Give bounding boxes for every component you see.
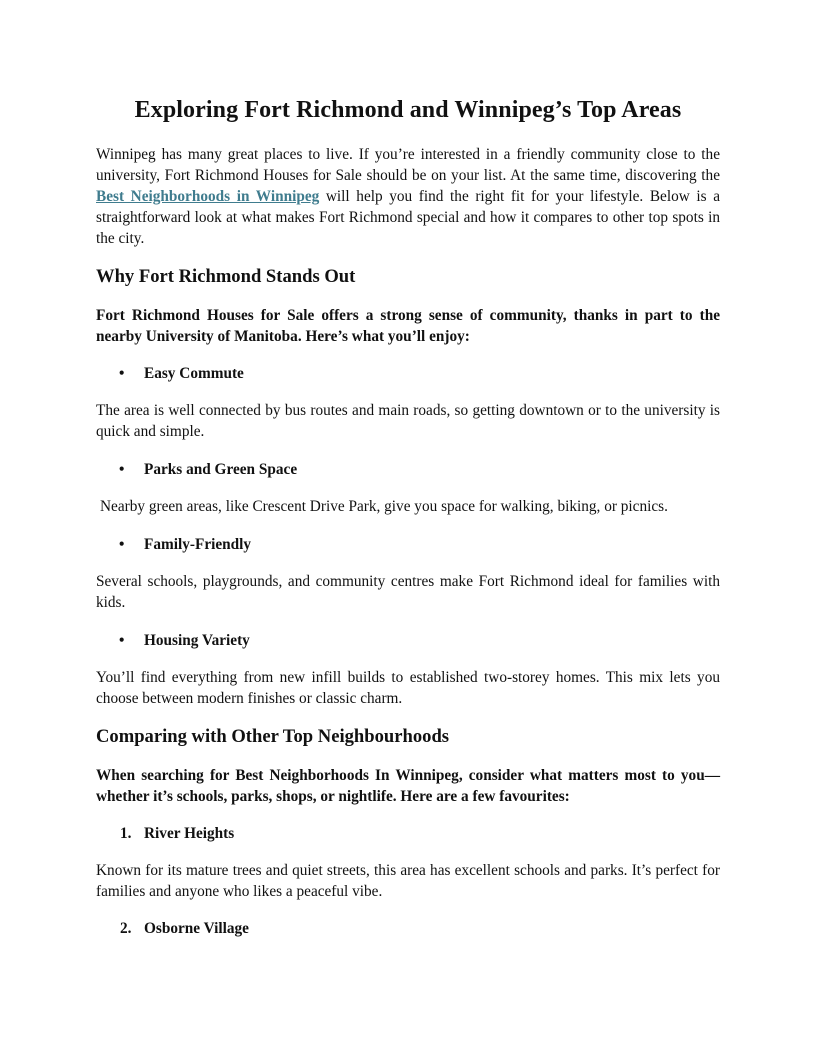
section2-lead-paragraph: When searching for Best Neighborhoods In Winnipeg, consider what matters most to you—whether it’s schools, parks, shops, or nightlife. Here are a few favourites: — [96, 767, 720, 805]
parks-green-space-paragraph: Nearby green areas, like Crescent Drive Park, give you space for walking, biking, or picnics. — [100, 498, 668, 515]
list-item-family-friendly — [96, 534, 720, 555]
list-item-osborne-village — [96, 918, 720, 939]
section-heading-comparing: Comparing with Other Top Neighbourhoods — [96, 726, 450, 747]
family-friendly-paragraph: Several schools, playgrounds, and community centres make Fort Richmond ideal for families with kids. — [96, 573, 720, 611]
section-heading-why-fort-richmond: Why Fort Richmond Stands Out — [96, 266, 356, 287]
section1-lead-paragraph: Fort Richmond Houses for Sale offers a strong sense of community, thanks in part to the nearby University of Manitoba. Here’s what you’ll enjoy: — [96, 307, 720, 345]
list-item-title: Easy Commute — [144, 365, 244, 382]
intro-paragraph — [96, 144, 720, 249]
housing-variety-paragraph: You’ll find everything from new infill builds to established two-storey homes. This mix lets you choose between modern finishes or classic charm. — [96, 669, 720, 707]
bullet-marker: • — [119, 536, 125, 553]
bullet-marker: • — [119, 461, 125, 478]
list-item-parks-green-space — [96, 459, 720, 480]
river-heights-paragraph: Known for its mature trees and quiet streets, this area has excellent schools and parks. It’s perfect for families and anyone who likes a peaceful vibe. — [96, 862, 720, 900]
easy-commute-paragraph: The area is well connected by bus routes and main roads, so getting downtown or to the university is quick and simple. — [96, 402, 720, 440]
list-item-title: Housing Variety — [144, 632, 250, 649]
bullet-marker: • — [119, 365, 125, 382]
intro-text-after-link: will help you find the right fit for your lifestyle. Below is a straightforward look at what makes Fort Richmond special and how it compares to other top spots in the city. — [96, 188, 720, 247]
list-item-easy-commute — [96, 363, 720, 384]
list-item-river-heights — [96, 823, 720, 844]
list-number: 2. — [120, 920, 132, 937]
list-number: 1. — [120, 825, 132, 842]
list-item-title: Parks and Green Space — [144, 461, 298, 478]
list-item-title: Family-Friendly — [144, 536, 252, 553]
list-item-housing-variety — [96, 630, 720, 651]
list-item-title: River Heights — [144, 825, 235, 842]
list-item-title: Osborne Village — [144, 920, 249, 937]
intro-text-before-link: Winnipeg has many great places to live. If you’re interested in a friendly community close to the university, Fort Richmond Houses for Sale should be on your list. At the same time, discovering the — [96, 146, 720, 184]
bullet-marker: • — [119, 632, 125, 649]
page-title: Exploring Fort Richmond and Winnipeg’s Top Areas — [134, 97, 682, 123]
best-neighborhoods-link[interactable]: Best Neighborhoods in Winnipeg — [96, 188, 320, 205]
